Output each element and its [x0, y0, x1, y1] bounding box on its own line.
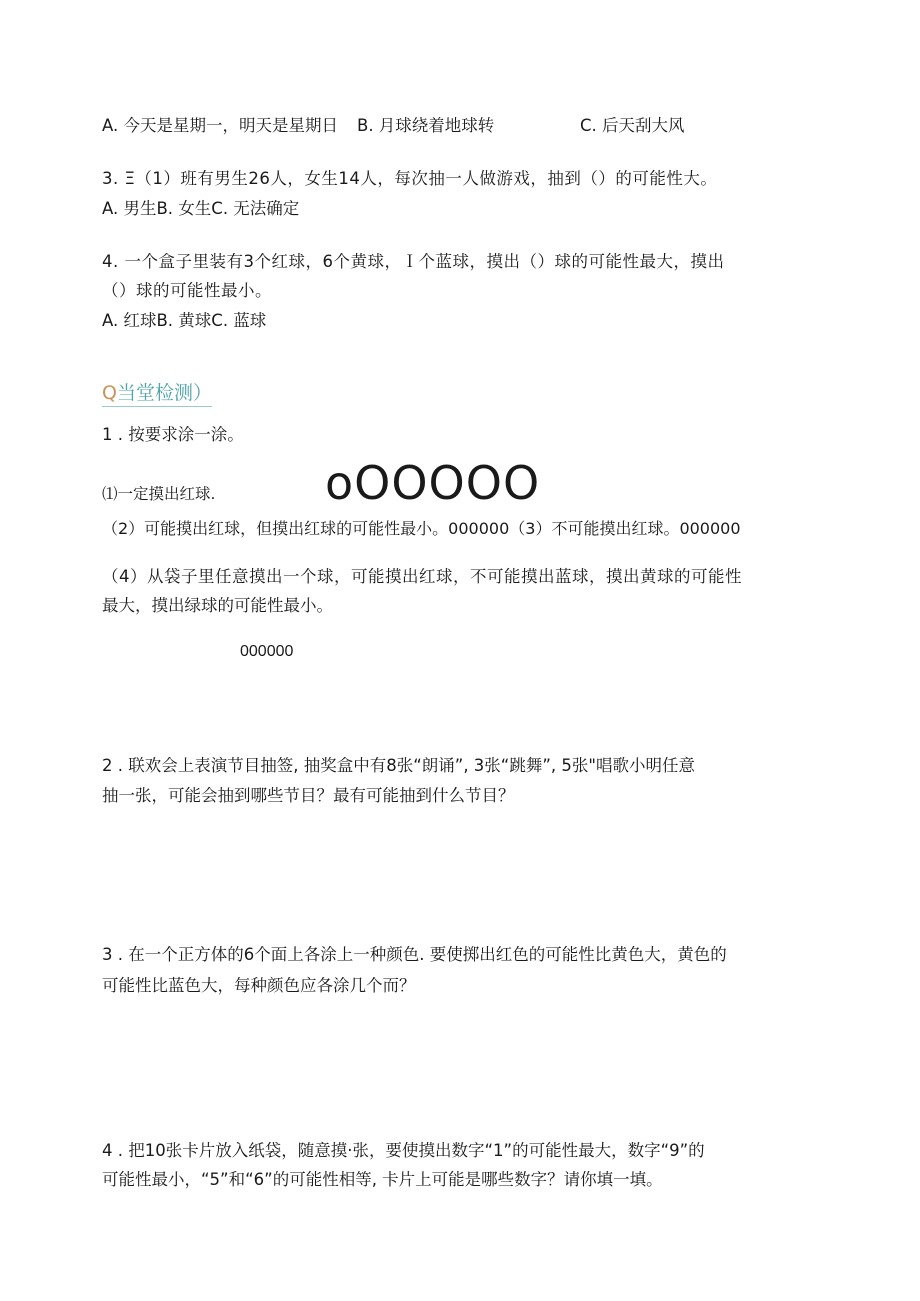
task-1-sub4-line1: （4）从袋子里任意摸出一个球，可能摸出红球，不可能摸出蓝球，摸出黄球的可能性 [102, 567, 742, 586]
task-4-line2: 可能性最小，“5”和“6”的可能性相等, 卡片上可能是哪些数字？请你填一填。 [102, 1170, 663, 1189]
prev-option-b: B. 月球绕着地球转 [357, 116, 495, 135]
task-4-line1: 4 . 把10张卡片放入纸袋，随意摸·张，要使摸出数字“1”的可能性最大，数字“9”的 [102, 1141, 705, 1160]
task-1-sub1-label: ⑴一定摸出红球. [102, 485, 216, 503]
question-3-options: A. 男生B. 女生C. 无法确定 [102, 199, 300, 218]
task-1-sub2-sub3: （2）可能摸出红球，但摸出红球的可能性最小。000000（3）不可能摸出红球。000000 [102, 519, 741, 538]
question-3-text: 3. Ξ（1）班有男生26人，女生14人，每次抽一人做游戏，抽到（）的可能性大。 [102, 169, 718, 188]
task-3-line2: 可能性比蓝色大，每种颜色应各涂几个而？ [102, 976, 416, 995]
section-title [102, 381, 212, 407]
task-1-sub4-line2: 最大，摸出绿球的可能性最小。 [102, 596, 333, 615]
question-4-line1: 4. 一个盒子里装有3个红球，6个黄球，Ｉ个蓝球，摸出（）球的可能性最大，摸出 [102, 252, 725, 271]
section-title-lead: Q [102, 382, 117, 404]
question-4-line2: （）球的可能性最小。 [102, 281, 272, 300]
task-1-sub4-circles: 000000 [240, 643, 294, 660]
task-2-line2: 抽一张，可能会抽到哪些节目？最有可能抽到什么节目？ [102, 786, 515, 805]
task-2-line1: 2 . 联欢会上表演节目抽签, 抽奖盒中有8张“朗诵”, 3张“跳舞”, 5张"唱歌小明任意 [102, 756, 695, 775]
task-3-line1: 3 . 在一个正方体的6个面上各涂上一种颜色. 要使掷出红色的可能性比黄色大，黄色的 [102, 945, 727, 964]
prev-option-a: A. 今天是星期一，明天是星期日 [102, 116, 338, 135]
section-title-text: 当堂检测） [116, 382, 212, 404]
prev-option-c: C. 后天刮大风 [580, 116, 685, 135]
task-1-title: 1 . 按要求涂一涂。 [102, 425, 244, 444]
task-1-sub1-circles: oOOOOO [325, 456, 541, 510]
question-4-options: A. 红球B. 黄球C. 蓝球 [102, 311, 267, 330]
